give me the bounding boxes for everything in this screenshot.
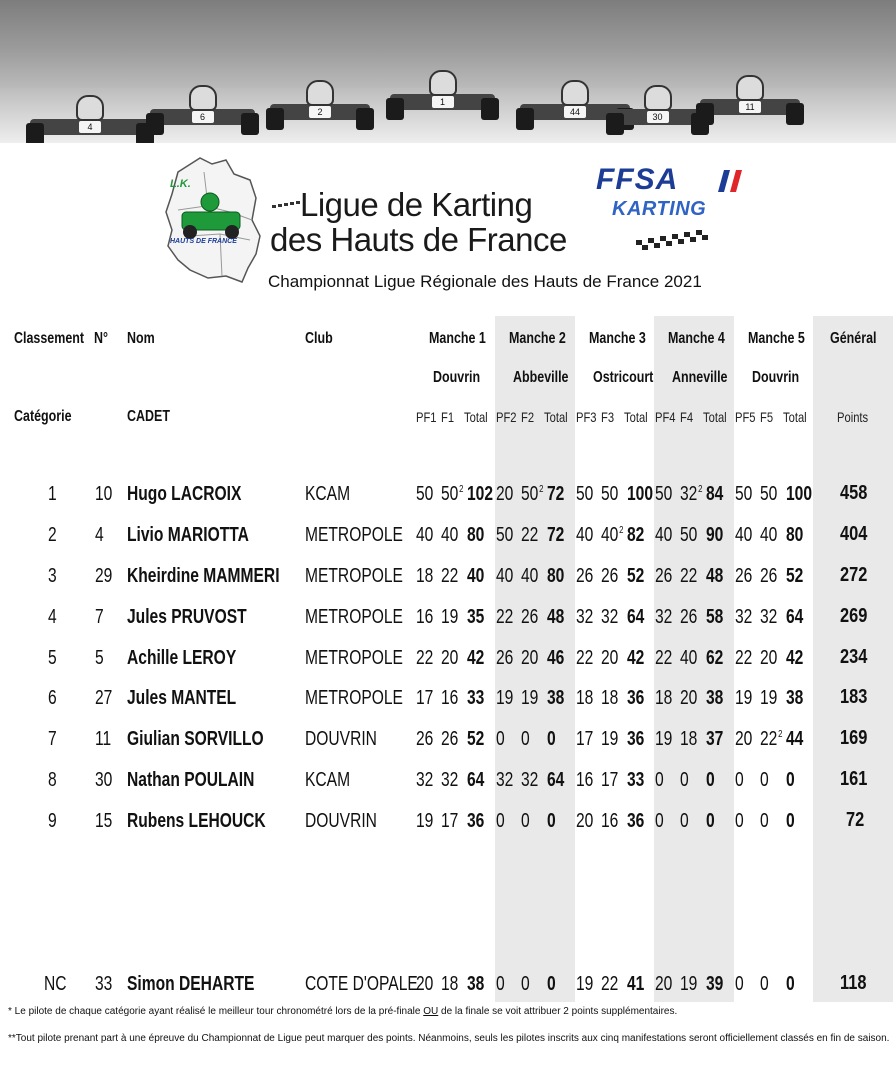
race-score-cell: 19 xyxy=(735,687,753,709)
manche-title: Manche 4 xyxy=(668,330,725,347)
footnote-bonus-text-2: de la finale se voit attribuer 2 points supplémentaires. xyxy=(438,1006,678,1017)
manche-total-cell: 80 xyxy=(547,565,565,587)
kart-number-plate: 11 xyxy=(739,101,761,113)
driver-name-cell: Livio MARIOTTA xyxy=(127,524,249,546)
race-score-cell: 0 xyxy=(521,728,530,750)
logo-line2: des Hauts de France xyxy=(270,221,567,258)
col-header-categorie: Catégorie xyxy=(14,408,72,425)
kart-number-cell: 7 xyxy=(95,606,104,628)
general-points-cell: 269 xyxy=(840,605,868,627)
kart-wheel xyxy=(786,103,804,125)
general-points-cell: 234 xyxy=(840,646,868,668)
manche-subcol-header: F5 xyxy=(760,409,774,425)
race-score-cell: 50 xyxy=(680,524,698,546)
col-header-classement: Classement xyxy=(14,330,85,347)
manche-total-cell: 40 xyxy=(467,565,485,587)
manche-total-cell: 72 xyxy=(547,483,565,505)
rank-cell: 9 xyxy=(48,810,57,832)
manche-subcol-header: Total xyxy=(703,409,727,425)
race-score-cell: $32^2$ xyxy=(680,483,703,505)
race-score-cell: 22 xyxy=(576,647,594,669)
race-score-cell: 16 xyxy=(576,769,594,791)
manche-total-cell: 38 xyxy=(786,687,804,709)
race-score-cell: 18 xyxy=(441,973,459,995)
manche-subcol-header: F4 xyxy=(680,409,694,425)
race-score-cell: 20 xyxy=(735,728,753,750)
race-score-cell: 0 xyxy=(680,810,689,832)
race-score-cell: 26 xyxy=(441,728,459,750)
bonus-point-marker: 2 xyxy=(698,484,703,496)
manche-total-cell: 44 xyxy=(786,728,804,750)
manche-total-cell: 42 xyxy=(467,647,485,669)
manche-location: Douvrin xyxy=(752,369,800,386)
race-score-cell: 0 xyxy=(680,769,689,791)
manche-total-cell: 41 xyxy=(627,973,645,995)
race-score-cell: 0 xyxy=(521,810,530,832)
race-score-cell: 40 xyxy=(496,565,514,587)
manche-total-cell: 100 xyxy=(786,483,813,505)
club-cell: KCAM xyxy=(305,483,351,505)
general-points-cell: 118 xyxy=(840,972,867,994)
col-header-no: N° xyxy=(94,330,109,347)
manche-subcol-header: Total xyxy=(544,409,568,425)
region-badge-text: HAUTS DE FRANCE xyxy=(170,238,237,245)
race-score-cell: 0 xyxy=(496,810,505,832)
manche-total-cell: 90 xyxy=(706,524,724,546)
race-score-cell: 26 xyxy=(655,565,673,587)
kart-number-plate: 30 xyxy=(647,111,669,123)
rank-cell: 7 xyxy=(48,728,57,750)
checkered-stripes-left-icon xyxy=(272,200,302,212)
race-score-cell: 26 xyxy=(521,606,539,628)
race-score-cell: 0 xyxy=(521,973,530,995)
lk-initials: L.K. xyxy=(170,178,191,190)
race-score-cell: 0 xyxy=(735,810,744,832)
race-score-cell: 19 xyxy=(521,687,539,709)
kart-image xyxy=(30,85,150,143)
race-score-cell: 40 xyxy=(521,565,539,587)
club-cell: DOUVRIN xyxy=(305,810,377,832)
club-cell: METROPOLE xyxy=(305,565,403,587)
manche-total-cell: 64 xyxy=(627,606,645,628)
race-score-cell: 19 xyxy=(760,687,778,709)
ffsa-flag-icon xyxy=(718,170,742,192)
race-score-cell: 40 xyxy=(416,524,434,546)
manche-subcol-header: PF5 xyxy=(735,409,756,425)
race-score-cell: 22 xyxy=(521,524,539,546)
race-score-cell: 32 xyxy=(496,769,514,791)
race-score-cell: $40^2$ xyxy=(601,524,624,546)
manche-total-cell: 48 xyxy=(706,565,724,587)
race-score-cell: 40 xyxy=(680,647,698,669)
race-score-cell: 18 xyxy=(680,728,698,750)
kart-image xyxy=(270,70,370,130)
race-score-cell: 0 xyxy=(496,973,505,995)
race-score-cell: 16 xyxy=(416,606,434,628)
footnote-bonus xyxy=(8,1003,892,1020)
manche-subcol-header: PF2 xyxy=(496,409,517,425)
race-score-cell: 0 xyxy=(735,769,744,791)
club-cell: KCAM xyxy=(305,769,351,791)
race-score-cell: 0 xyxy=(760,810,769,832)
driver-helmet xyxy=(76,95,104,121)
race-score-cell: 0 xyxy=(655,769,664,791)
race-score-cell: 18 xyxy=(416,565,434,587)
race-score-cell: 50 xyxy=(496,524,514,546)
race-score-cell: 50 xyxy=(655,483,673,505)
race-score-cell: 40 xyxy=(655,524,673,546)
race-score-cell: 20 xyxy=(655,973,673,995)
race-score-cell: 0 xyxy=(760,769,769,791)
general-points-cell: 161 xyxy=(840,768,868,790)
kart-wheel xyxy=(241,113,259,135)
manche-total-cell: 0 xyxy=(786,769,795,791)
col-header-nom: Nom xyxy=(127,330,155,347)
general-points-cell: 72 xyxy=(846,809,865,831)
manche-total-cell: 52 xyxy=(467,728,485,750)
race-score-cell: 32 xyxy=(441,769,459,791)
page-subtitle: Championnat Ligue Régionale des Hauts de France 2021 xyxy=(268,272,702,291)
manche-subcol-header: F2 xyxy=(521,409,535,425)
manche-total-cell: 80 xyxy=(467,524,485,546)
manche-total-cell: 102 xyxy=(467,483,494,505)
race-score-cell: 32 xyxy=(760,606,778,628)
race-score-cell: 17 xyxy=(601,769,619,791)
driver-name-cell: Simon DEHARTE xyxy=(127,973,255,995)
rank-cell: 4 xyxy=(48,606,57,628)
manche-total-cell: 36 xyxy=(467,810,485,832)
kart-number-cell: 29 xyxy=(95,565,113,587)
manche-total-cell: 84 xyxy=(706,483,724,505)
manche-subcol-header: Total xyxy=(464,409,488,425)
kart-number-cell: 27 xyxy=(95,687,113,709)
rank-cell: 3 xyxy=(48,565,57,587)
kart-wheel xyxy=(516,108,534,130)
kart-image xyxy=(150,75,255,135)
kart-number-plate: 1 xyxy=(432,96,454,108)
kart-number-cell: 15 xyxy=(95,810,113,832)
general-points-cell: 458 xyxy=(840,482,868,504)
manche-total-cell: 64 xyxy=(786,606,804,628)
col-header-general: Général xyxy=(830,330,877,347)
race-score-cell: 20 xyxy=(576,810,594,832)
manche-total-cell: 38 xyxy=(706,687,724,709)
manche-total-cell: 37 xyxy=(706,728,724,750)
footnote-bonus-text-1: * Le pilote de chaque catégorie ayant réalisé le meilleur tour chronométré lors de la pré-finale xyxy=(8,1006,424,1017)
manche-total-cell: 38 xyxy=(547,687,565,709)
manche-total-cell: 0 xyxy=(706,769,715,791)
manche-subcol-header: PF4 xyxy=(655,409,676,425)
bonus-point-marker: 2 xyxy=(459,484,464,496)
rank-cell: NC xyxy=(44,973,67,995)
kart-wheel xyxy=(481,98,499,120)
race-score-cell: 19 xyxy=(576,973,594,995)
manche-total-cell: 0 xyxy=(786,810,795,832)
rank-cell: 2 xyxy=(48,524,57,546)
driver-name-cell: Rubens LEHOUCK xyxy=(127,810,266,832)
race-score-cell: 0 xyxy=(735,973,744,995)
kart-number-cell: 5 xyxy=(95,647,104,669)
kart-number-cell: 30 xyxy=(95,769,113,791)
manche-location: Ostricourt xyxy=(593,369,654,386)
col-header-points: Points xyxy=(837,409,869,425)
manche-total-cell: 52 xyxy=(627,565,645,587)
manche-total-cell: 64 xyxy=(467,769,485,791)
bonus-point-marker: 2 xyxy=(778,729,783,741)
race-score-cell: 50 xyxy=(735,483,753,505)
manche-subcol-header: F3 xyxy=(601,409,615,425)
footnote-bonus-ou: OU xyxy=(423,1006,439,1017)
club-cell: METROPOLE xyxy=(305,606,403,628)
race-score-cell: 19 xyxy=(416,810,434,832)
manche-total-cell: 52 xyxy=(786,565,804,587)
race-score-cell: 22 xyxy=(601,973,619,995)
race-score-cell: 20 xyxy=(441,647,459,669)
manche-total-cell: 36 xyxy=(627,810,645,832)
ffsa-logo-text: FFSA xyxy=(596,163,679,196)
region-map-logo xyxy=(160,150,270,290)
race-score-cell: 19 xyxy=(496,687,514,709)
manche-total-cell: 39 xyxy=(706,973,724,995)
general-points-cell: 183 xyxy=(840,686,868,708)
race-score-cell: 0 xyxy=(760,973,769,995)
race-score-cell: $22^2$ xyxy=(760,728,783,750)
race-score-cell: 22 xyxy=(655,647,673,669)
race-score-cell: 19 xyxy=(655,728,673,750)
race-score-cell: 22 xyxy=(416,647,434,669)
kart-number-plate: 6 xyxy=(192,111,214,123)
race-score-cell: 19 xyxy=(601,728,619,750)
manche-title: Manche 1 xyxy=(429,330,486,347)
driver-helmet xyxy=(306,80,334,106)
manche-total-cell: 38 xyxy=(467,973,485,995)
kart-number-cell: 33 xyxy=(95,973,113,995)
race-score-cell: 20 xyxy=(496,483,514,505)
bonus-point-marker: 2 xyxy=(539,484,544,496)
kart-number-cell: 10 xyxy=(95,483,113,505)
race-score-cell: 26 xyxy=(576,565,594,587)
driver-name-cell: Hugo LACROIX xyxy=(127,483,242,505)
manche-total-cell: 0 xyxy=(547,810,556,832)
manche-subcol-header: PF1 xyxy=(416,409,437,425)
kart-wheel xyxy=(386,98,404,120)
club-cell: METROPOLE xyxy=(305,524,403,546)
driver-name-cell: Jules PRUVOST xyxy=(127,606,247,628)
manche-total-cell: 33 xyxy=(627,769,645,791)
race-score-cell: 20 xyxy=(601,647,619,669)
race-score-cell: 32 xyxy=(416,769,434,791)
race-score-cell: 32 xyxy=(521,769,539,791)
manche-total-cell: 36 xyxy=(627,728,645,750)
manche-total-cell: 72 xyxy=(547,524,565,546)
manche-total-cell: 0 xyxy=(547,728,556,750)
race-score-cell: 32 xyxy=(655,606,673,628)
race-score-cell: 32 xyxy=(601,606,619,628)
race-score-cell: 32 xyxy=(735,606,753,628)
race-score-cell: 20 xyxy=(680,687,698,709)
manche-total-cell: 42 xyxy=(786,647,804,669)
race-score-cell: 20 xyxy=(416,973,434,995)
driver-helmet xyxy=(429,70,457,96)
club-cell: COTE D'OPALE xyxy=(305,973,418,995)
race-score-cell: 0 xyxy=(655,810,664,832)
manche-title: Manche 2 xyxy=(509,330,566,347)
race-score-cell: 40 xyxy=(441,524,459,546)
race-score-cell: 26 xyxy=(680,606,698,628)
manche-total-cell: 58 xyxy=(706,606,724,628)
kart-number-cell: 4 xyxy=(95,524,104,546)
general-points-cell: 272 xyxy=(840,564,868,586)
kart-number-cell: 11 xyxy=(95,728,112,750)
race-score-cell: 22 xyxy=(441,565,459,587)
manche-total-cell: 82 xyxy=(627,524,645,546)
race-score-cell: 19 xyxy=(441,606,459,628)
checkered-flag-icon xyxy=(636,226,712,252)
race-score-cell: 40 xyxy=(760,524,778,546)
general-points-cell: 169 xyxy=(840,727,868,749)
race-score-cell: 50 xyxy=(760,483,778,505)
manche-total-cell: 100 xyxy=(627,483,654,505)
rank-cell: 1 xyxy=(48,483,57,505)
karting-logo-text: KARTING xyxy=(612,198,707,220)
manche-total-cell: 42 xyxy=(627,647,645,669)
driver-name-cell: Kheirdine MAMMERI xyxy=(127,565,280,587)
race-score-cell: 22 xyxy=(496,606,514,628)
kart-number-plate: 4 xyxy=(79,121,101,133)
manche-total-cell: 62 xyxy=(706,647,724,669)
race-score-cell: 16 xyxy=(601,810,619,832)
manche-total-cell: 0 xyxy=(547,973,556,995)
driver-helmet xyxy=(736,75,764,101)
kart-image xyxy=(700,65,800,125)
race-score-cell: 32 xyxy=(576,606,594,628)
kart-wheel xyxy=(146,113,164,135)
club-cell: METROPOLE xyxy=(305,687,403,709)
race-score-cell: 40 xyxy=(576,524,594,546)
manche-title: Manche 5 xyxy=(748,330,805,347)
race-score-cell: $50^2$ xyxy=(521,483,544,505)
race-score-cell: 50 xyxy=(601,483,619,505)
footnote-classification: **Tout pilote prenant part à une épreuve du Championnat de Ligue peut marquer des points. Néanmoins, seuls les pilotes inscrits aux cinq manifestations seront officiellement classés en fin de saison. xyxy=(8,1033,890,1044)
race-score-cell: 40 xyxy=(735,524,753,546)
rank-cell: 8 xyxy=(48,769,57,791)
manche-location: Abbeville xyxy=(513,369,569,386)
race-score-cell: 17 xyxy=(441,810,459,832)
race-score-cell: 20 xyxy=(760,647,778,669)
kart-wheel xyxy=(606,113,624,135)
driver-name-cell: Nathan POULAIN xyxy=(127,769,255,791)
race-score-cell: $50^2$ xyxy=(441,483,464,505)
kart-wheel xyxy=(696,103,714,125)
race-score-cell: 26 xyxy=(735,565,753,587)
rank-cell: 5 xyxy=(48,647,57,669)
manche-title: Manche 3 xyxy=(589,330,646,347)
manche-subcol-header: Total xyxy=(783,409,807,425)
manche-subcol-header: F1 xyxy=(441,409,455,425)
manche-subcol-header: Total xyxy=(624,409,648,425)
kart-wheel xyxy=(266,108,284,130)
race-score-cell: 22 xyxy=(735,647,753,669)
kart-number-plate: 44 xyxy=(564,106,586,118)
race-score-cell: 17 xyxy=(576,728,594,750)
driver-name-cell: Giulian SORVILLO xyxy=(127,728,264,750)
driver-name-cell: Achille LEROY xyxy=(127,647,237,669)
col-header-club: Club xyxy=(305,330,333,347)
manche-total-cell: 0 xyxy=(786,973,795,995)
driver-helmet xyxy=(644,85,672,111)
category-name: CADET xyxy=(127,408,170,425)
race-score-cell: 0 xyxy=(496,728,505,750)
driver-name-cell: Jules MANTEL xyxy=(127,687,237,709)
race-score-cell: 18 xyxy=(576,687,594,709)
driver-helmet xyxy=(561,80,589,106)
kart-wheel xyxy=(356,108,374,130)
manche-subcol-header: PF3 xyxy=(576,409,597,425)
race-score-cell: 26 xyxy=(760,565,778,587)
logo-line1: Ligue de Karting xyxy=(300,186,533,223)
manche-total-cell: 48 xyxy=(547,606,565,628)
race-score-cell: 50 xyxy=(576,483,594,505)
manche-total-cell: 0 xyxy=(706,810,715,832)
manche-total-cell: 36 xyxy=(627,687,645,709)
manche-location: Douvrin xyxy=(433,369,481,386)
race-score-cell: 26 xyxy=(416,728,434,750)
manche-total-cell: 35 xyxy=(467,606,485,628)
kart-number-plate: 2 xyxy=(309,106,331,118)
race-score-cell: 18 xyxy=(655,687,673,709)
header-banner-photo xyxy=(0,0,896,143)
general-points-cell: 404 xyxy=(840,523,868,545)
race-score-cell: 26 xyxy=(496,647,514,669)
kart-image xyxy=(610,75,705,135)
bonus-point-marker: 2 xyxy=(619,525,624,537)
race-score-cell: 26 xyxy=(601,565,619,587)
rank-cell: 6 xyxy=(48,687,57,709)
race-score-cell: 16 xyxy=(441,687,459,709)
race-score-cell: 22 xyxy=(680,565,698,587)
race-score-cell: 50 xyxy=(416,483,434,505)
race-score-cell: 17 xyxy=(416,687,434,709)
club-cell: METROPOLE xyxy=(305,647,403,669)
manche-location: Anneville xyxy=(672,369,728,386)
kart-image xyxy=(390,60,495,120)
manche-total-cell: 46 xyxy=(547,647,565,669)
driver-helmet xyxy=(189,85,217,111)
manche-total-cell: 33 xyxy=(467,687,485,709)
race-score-cell: 19 xyxy=(680,973,698,995)
kart-wheel xyxy=(26,123,44,143)
race-score-cell: 20 xyxy=(521,647,539,669)
manche-total-cell: 64 xyxy=(547,769,565,791)
race-score-cell: 18 xyxy=(601,687,619,709)
club-cell: DOUVRIN xyxy=(305,728,377,750)
manche-total-cell: 80 xyxy=(786,524,804,546)
